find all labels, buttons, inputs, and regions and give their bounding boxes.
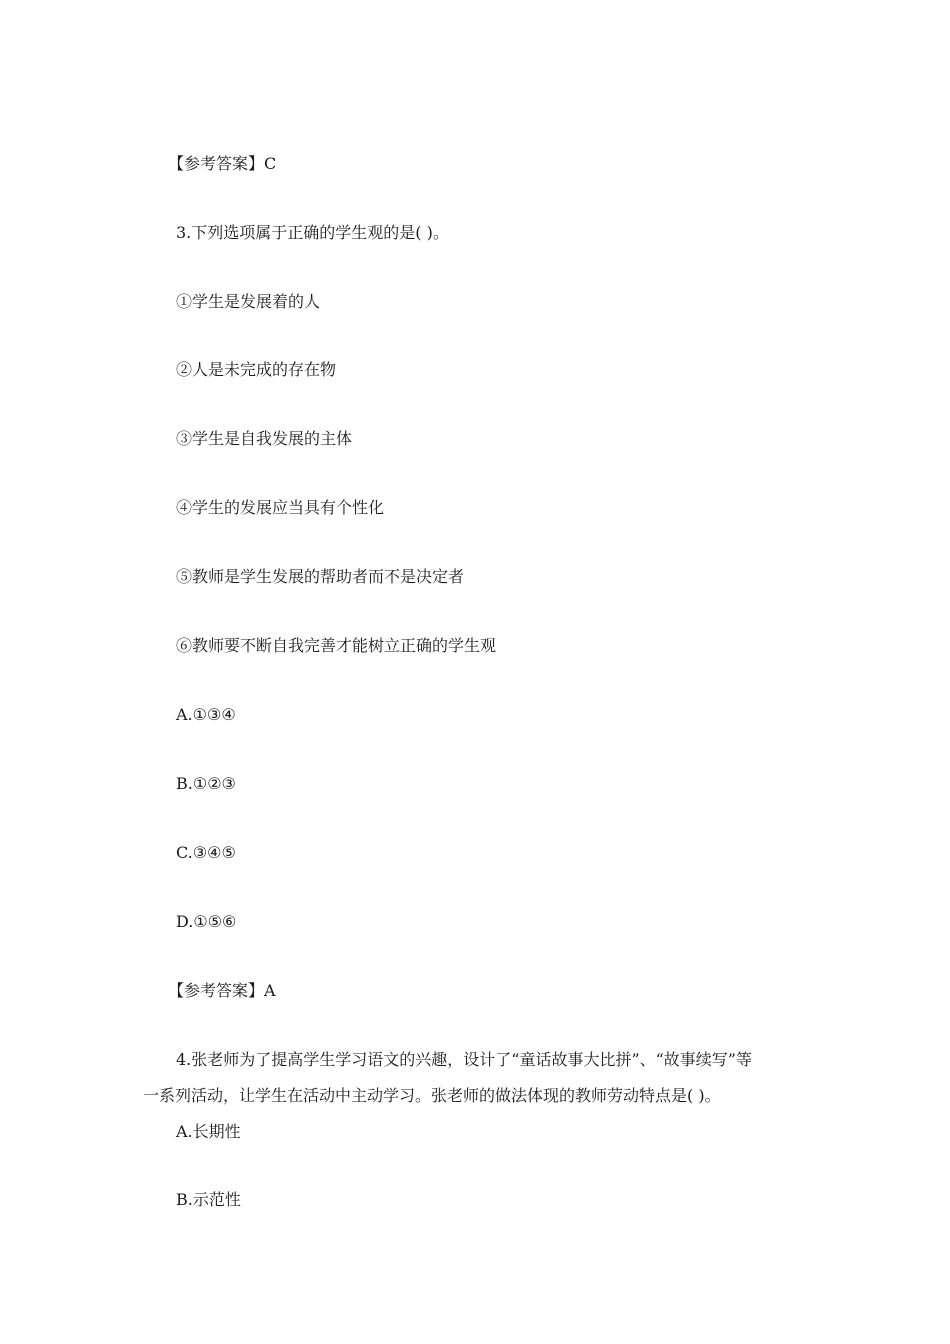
question-4-stem-line-2: 一系列活动，让学生在活动中主动学习。张老师的做法体现的教师劳动特点是( )。 (143, 1086, 721, 1105)
q3-option-d: D.①⑤⑥ (176, 912, 237, 931)
answer-label-q3: 【参考答案】A (168, 981, 276, 1000)
answer-label-q2: 【参考答案】C (168, 154, 277, 173)
q3-statement-4: ④学生的发展应当具有个性化 (176, 498, 385, 517)
q4-option-a: A.长期性 (176, 1122, 241, 1141)
q4-option-b: B.示范性 (176, 1190, 241, 1209)
q3-statement-6: ⑥教师要不断自我完善才能树立正确的学生观 (176, 636, 497, 655)
q3-option-a: A.①③④ (176, 705, 236, 724)
q3-statement-2: ②人是未完成的存在物 (176, 360, 337, 379)
q3-statement-1: ①学生是发展着的人 (176, 292, 321, 311)
q3-statement-5: ⑤教师是学生发展的帮助者而不是决定者 (176, 567, 465, 586)
q3-option-b: B.①②③ (176, 774, 236, 793)
q3-option-c: C.③④⑤ (176, 843, 236, 862)
question-3-stem: 3.下列选项属于正确的学生观的是( )。 (176, 223, 449, 242)
question-4-stem-line-1: 4.张老师为了提高学生学习语文的兴趣，设计了“童话故事大比拼”、“故事续写”等 (176, 1050, 752, 1069)
q3-statement-3: ③学生是自我发展的主体 (176, 429, 353, 448)
